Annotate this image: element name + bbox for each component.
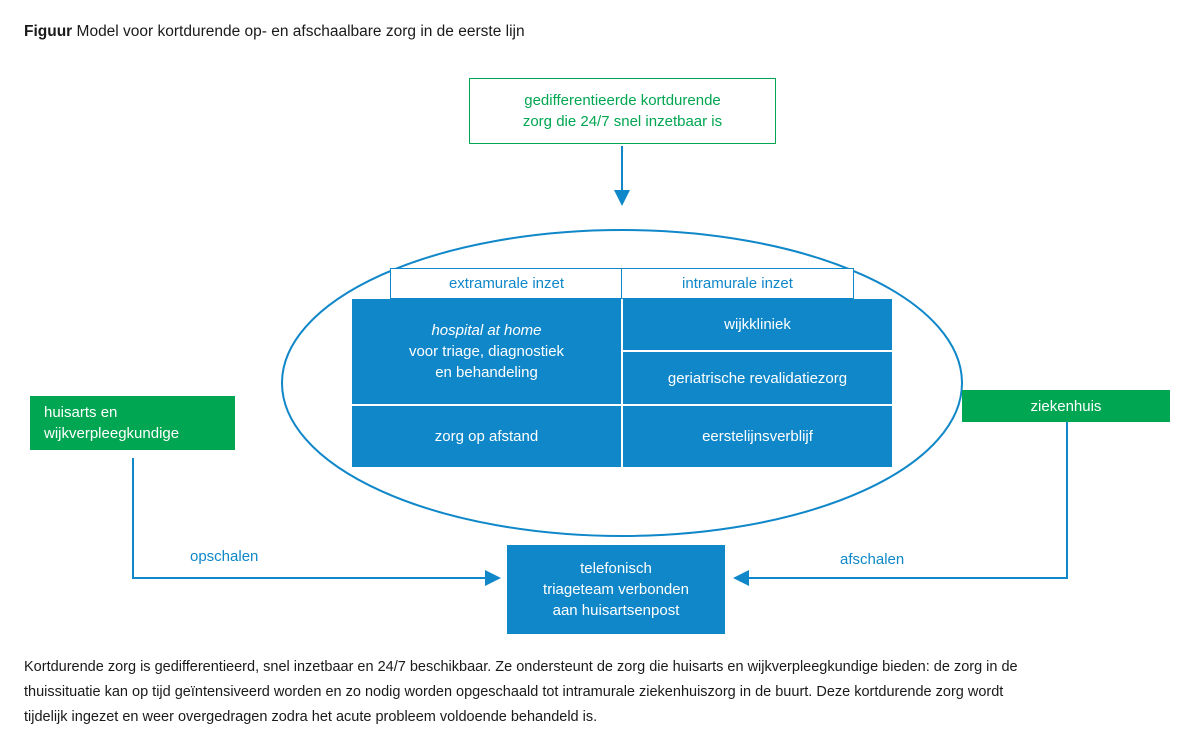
- top-box-line1: gedifferentieerde kortdurende: [524, 92, 721, 109]
- bottom-box-line2: triageteam verbonden: [543, 581, 689, 598]
- cell-eerstelijnsverblijf: [623, 406, 892, 467]
- left-box-line1: huisarts en: [44, 404, 118, 421]
- arrow-label-afschalen: afschalen: [840, 551, 905, 568]
- cell-hospital-at-home-line2: voor triage, diagnostiek: [408, 343, 565, 360]
- column-header-extramurale-label: extramurale inzet: [448, 275, 565, 292]
- figure-label: Figuur: [24, 23, 73, 40]
- cell-zorg-op-afstand: [352, 406, 621, 467]
- bottom-box-line3: aan huisartsenpost: [552, 602, 680, 619]
- cell-hospital-at-home-line1: hospital at home: [431, 322, 542, 339]
- column-header-intramurale: [621, 268, 854, 299]
- bottom-box-line1: telefonisch: [580, 560, 652, 577]
- left-box-line2: wijkverpleegkundige: [44, 425, 180, 442]
- footer-line-3: tijdelijk ingezet en weer overgedragen zodra het acute probleem voldoende behandeld is.: [24, 709, 598, 725]
- footer-line-2: thuissituatie kan op tijd geïntensiveerd worden en zo nodig worden opgeschaald tot intramurale ziekenhuiszorg in de buurt. Deze kortdurende zorg wordt: [24, 684, 1004, 700]
- bottom-box-triageteam: [507, 545, 725, 634]
- connector-opschalen: [133, 458, 497, 578]
- cell-hospital-at-home-line3: en behandeling: [435, 364, 538, 381]
- arrow-label-opschalen: opschalen: [190, 548, 259, 565]
- cell-zorg-op-afstand-label: zorg op afstand: [434, 428, 539, 445]
- cell-hospital-at-home: [352, 299, 621, 404]
- footer-line-1: Kortdurende zorg is gedifferentieerd, snel inzetbaar en 24/7 beschikbaar. Ze ondersteunt de zorg die huisarts en wijkverpleegkundige bieden: de zorg in de: [24, 659, 1018, 675]
- right-box-ziekenhuis: [962, 390, 1170, 422]
- column-header-intramurale-label: intramurale inzet: [682, 275, 793, 292]
- left-box-huisarts: [30, 396, 235, 450]
- right-box-label: ziekenhuis: [1030, 397, 1102, 415]
- top-box-line2: zorg die 24/7 snel inzetbaar is: [522, 113, 723, 130]
- column-header-extramurale: [390, 268, 623, 299]
- top-box: [469, 78, 776, 144]
- figure-title: Model voor kortdurende op- en afschaalbare zorg in de eerste lijn: [76, 23, 525, 40]
- cell-wijkkliniek-label: wijkkliniek: [724, 316, 791, 333]
- figure-caption: [24, 22, 525, 42]
- cell-geriatrische-revalidatiezorg-label: geriatrische revalidatiezorg: [667, 369, 848, 387]
- cell-eerstelijnsverblijf-label: eerstelijnsverblijf: [702, 428, 813, 445]
- footer-description: [24, 655, 1176, 730]
- cell-geriatrische-revalidatiezorg: [623, 352, 892, 404]
- cell-wijkkliniek: [623, 299, 892, 350]
